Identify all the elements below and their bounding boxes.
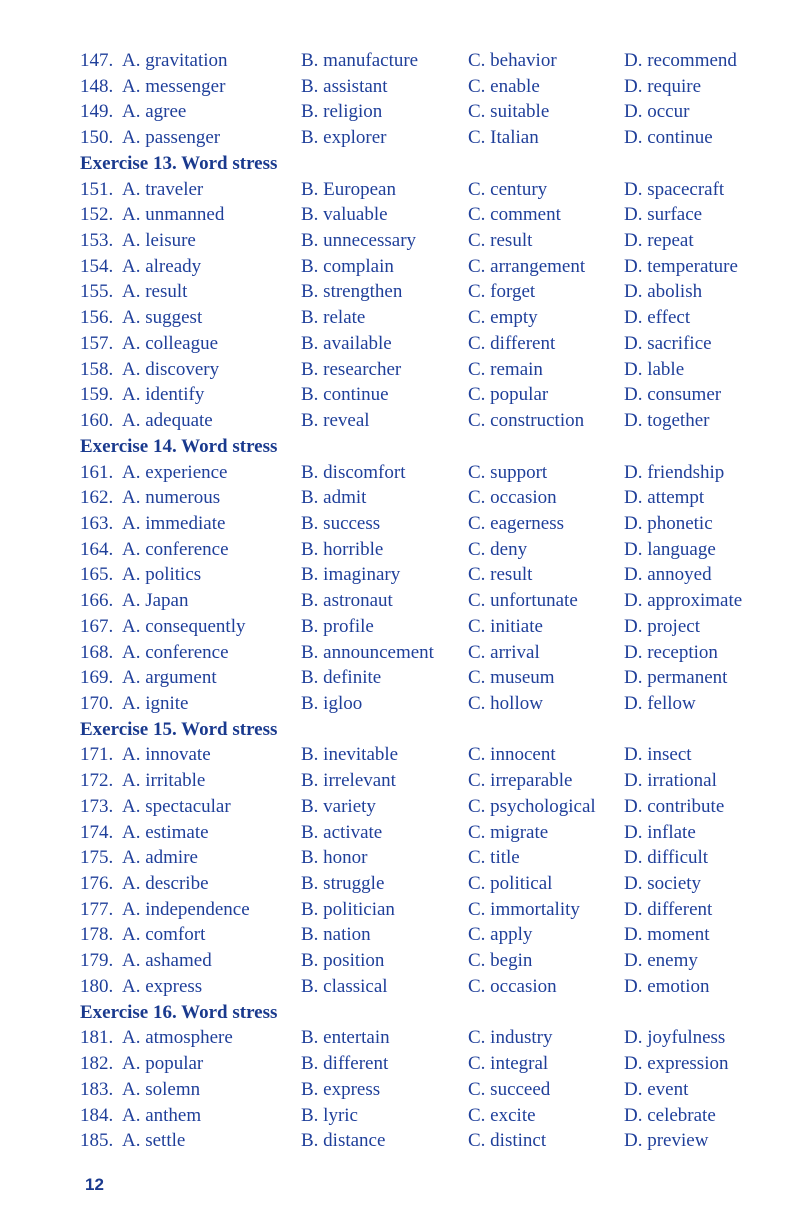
question-row bbox=[0, 357, 800, 383]
option-d: D. surface bbox=[624, 204, 703, 226]
question-number: 166. bbox=[80, 590, 114, 612]
question-row bbox=[0, 1025, 800, 1051]
option-d: D. project bbox=[624, 615, 700, 637]
option-c: C. hollow bbox=[468, 693, 543, 714]
question-number: 173. bbox=[80, 795, 114, 817]
question-number: 167. bbox=[80, 615, 114, 637]
option-d: D. fellow bbox=[624, 693, 696, 714]
option-a: A. discovery bbox=[122, 358, 220, 380]
option-a: A. leisure bbox=[122, 230, 196, 252]
option-a: A. atmosphere bbox=[122, 1027, 233, 1049]
option-c: C. excite bbox=[468, 1104, 536, 1126]
option-b: B. relate bbox=[301, 307, 366, 329]
option-b: B. reveal bbox=[301, 410, 370, 432]
option-b: B. manufacture bbox=[301, 50, 419, 71]
option-c: C. occasion bbox=[468, 487, 557, 509]
question-row bbox=[0, 1077, 800, 1103]
option-a: A. estimate bbox=[122, 821, 209, 843]
option-b: B. variety bbox=[301, 795, 376, 817]
question-row bbox=[0, 331, 800, 357]
option-d: D. preview bbox=[624, 1130, 709, 1152]
question-row bbox=[0, 1128, 800, 1154]
option-d: D. language bbox=[624, 538, 716, 560]
option-b: B. continue bbox=[301, 384, 389, 406]
option-b: B. position bbox=[301, 950, 385, 972]
question-row bbox=[0, 1103, 800, 1129]
option-d: D. different bbox=[624, 898, 713, 920]
option-d: D. celebrate bbox=[624, 1104, 716, 1126]
option-c: C. initiate bbox=[468, 615, 543, 637]
question-row bbox=[0, 562, 800, 588]
question-number: 178. bbox=[80, 924, 114, 946]
option-c: C. apply bbox=[468, 924, 533, 946]
question-number: 154. bbox=[80, 255, 114, 277]
option-a: A. identify bbox=[122, 384, 205, 406]
page-number: 12 bbox=[85, 1175, 104, 1194]
option-b: B. researcher bbox=[301, 358, 402, 380]
option-b: B. horrible bbox=[301, 538, 384, 560]
option-c: C. result bbox=[468, 230, 533, 252]
option-b: B. struggle bbox=[301, 873, 385, 895]
question-number: 148. bbox=[80, 75, 114, 97]
option-d: D. event bbox=[624, 1078, 689, 1100]
question-number: 184. bbox=[80, 1104, 114, 1126]
option-b: B. express bbox=[301, 1078, 381, 1100]
option-b: B. assistant bbox=[301, 75, 388, 97]
option-a: A. popular bbox=[122, 1053, 204, 1075]
option-d: D. attempt bbox=[624, 487, 705, 509]
question-row bbox=[0, 305, 800, 331]
option-a: A. consequently bbox=[122, 615, 246, 637]
option-d: D. phonetic bbox=[624, 512, 713, 534]
option-c: C. unfortunate bbox=[468, 590, 578, 612]
option-b: B. honor bbox=[301, 847, 368, 869]
option-a: A. unmanned bbox=[122, 204, 225, 226]
option-c: C. comment bbox=[468, 204, 561, 226]
option-c: C. result bbox=[468, 564, 533, 586]
question-row bbox=[0, 408, 800, 434]
question-row bbox=[0, 485, 800, 511]
question-number: 162. bbox=[80, 487, 114, 509]
question-row bbox=[0, 48, 800, 74]
option-c: C. different bbox=[468, 332, 556, 354]
option-a: A. Japan bbox=[122, 590, 189, 612]
question-row bbox=[0, 588, 800, 614]
question-row bbox=[0, 1051, 800, 1077]
question-row bbox=[0, 742, 800, 768]
question-number: 158. bbox=[80, 358, 114, 380]
option-d: D. temperature bbox=[624, 255, 738, 277]
option-a: A. conference bbox=[122, 641, 229, 663]
question-number: 151. bbox=[80, 178, 114, 200]
option-a: A. admire bbox=[122, 847, 198, 869]
question-row bbox=[0, 511, 800, 537]
option-b: B. religion bbox=[301, 101, 383, 123]
option-b: B. definite bbox=[301, 667, 382, 689]
question-row bbox=[0, 177, 800, 203]
question-number: 177. bbox=[80, 898, 114, 920]
question-row bbox=[0, 382, 800, 408]
question-number: 170. bbox=[80, 693, 114, 714]
option-b: B. admit bbox=[301, 487, 367, 509]
question-row bbox=[0, 768, 800, 794]
option-c: C. behavior bbox=[468, 50, 557, 71]
option-c: C. industry bbox=[468, 1027, 553, 1049]
option-c: C. integral bbox=[468, 1053, 549, 1075]
question-number: 164. bbox=[80, 538, 114, 560]
option-d: D. moment bbox=[624, 924, 710, 946]
option-b: B. politician bbox=[301, 898, 395, 920]
option-b: B. valuable bbox=[301, 204, 388, 226]
option-d: D. abolish bbox=[624, 281, 703, 303]
question-number: 182. bbox=[80, 1053, 114, 1075]
option-b: B. discomfort bbox=[301, 461, 406, 483]
option-d: D. emotion bbox=[624, 975, 710, 997]
question-row bbox=[0, 279, 800, 305]
option-a: A. adequate bbox=[122, 410, 213, 432]
option-d: D. consumer bbox=[624, 384, 722, 406]
question-row bbox=[0, 691, 800, 717]
option-a: A. colleague bbox=[122, 332, 219, 354]
option-c: C. Italian bbox=[468, 127, 539, 149]
question-row bbox=[0, 254, 800, 280]
option-c: C. political bbox=[468, 873, 553, 895]
option-c: C. occasion bbox=[468, 975, 557, 997]
option-c: C. begin bbox=[468, 950, 533, 972]
option-d: D. sacrifice bbox=[624, 332, 712, 354]
option-a: A. express bbox=[122, 975, 203, 997]
option-a: A. already bbox=[122, 255, 202, 277]
option-d: D. inflate bbox=[624, 821, 696, 843]
question-row bbox=[0, 845, 800, 871]
option-c: C. empty bbox=[468, 307, 538, 329]
option-d: D. repeat bbox=[624, 230, 694, 252]
option-b: B. explorer bbox=[301, 127, 387, 149]
option-c: C. distinct bbox=[468, 1130, 547, 1152]
option-a: A. argument bbox=[122, 667, 217, 689]
question-row bbox=[0, 228, 800, 254]
option-d: D. continue bbox=[624, 127, 713, 149]
option-a: A. result bbox=[122, 281, 188, 303]
question-number: 185. bbox=[80, 1130, 114, 1152]
option-a: A. solemn bbox=[122, 1078, 201, 1100]
question-row bbox=[0, 820, 800, 846]
question-number: 165. bbox=[80, 564, 114, 586]
option-c: C. century bbox=[468, 178, 548, 200]
option-d: D. difficult bbox=[624, 847, 709, 869]
option-b: B. available bbox=[301, 332, 392, 354]
option-c: C. suitable bbox=[468, 101, 550, 123]
option-a: A. traveler bbox=[122, 178, 204, 200]
question-number: 168. bbox=[80, 641, 114, 663]
question-row bbox=[0, 871, 800, 897]
option-d: D. enemy bbox=[624, 950, 698, 972]
question-number: 181. bbox=[80, 1027, 114, 1049]
option-a: A. irritable bbox=[122, 770, 206, 792]
option-d: D. together bbox=[624, 410, 710, 432]
option-a: A. passenger bbox=[122, 127, 221, 149]
question-row bbox=[0, 640, 800, 666]
option-d: D. require bbox=[624, 75, 702, 97]
exercise-heading: Exercise 13. Word stress bbox=[80, 152, 278, 174]
option-a: A. conference bbox=[122, 538, 229, 560]
option-c: C. eagerness bbox=[468, 512, 565, 534]
question-number: 163. bbox=[80, 512, 114, 534]
option-d: D. contribute bbox=[624, 795, 725, 817]
option-a: A. experience bbox=[122, 461, 228, 483]
option-d: D. friendship bbox=[624, 461, 725, 483]
option-a: A. gravitation bbox=[122, 50, 228, 71]
question-number: 150. bbox=[80, 127, 114, 149]
option-a: A. politics bbox=[122, 564, 202, 586]
option-b: B. imaginary bbox=[301, 564, 401, 586]
option-d: D. insect bbox=[624, 744, 692, 766]
option-c: C. psychological bbox=[468, 795, 596, 817]
option-c: C. construction bbox=[468, 410, 585, 432]
question-number: 155. bbox=[80, 281, 114, 303]
option-d: D. spacecraft bbox=[624, 178, 725, 200]
option-a: A. suggest bbox=[122, 307, 203, 329]
question-row bbox=[0, 922, 800, 948]
option-d: D. recommend bbox=[624, 50, 737, 71]
question-number: 172. bbox=[80, 770, 114, 792]
question-number: 176. bbox=[80, 873, 114, 895]
option-b: B. distance bbox=[301, 1130, 386, 1152]
option-a: A. ignite bbox=[122, 693, 189, 714]
option-b: B. classical bbox=[301, 975, 388, 997]
option-c: C. irreparable bbox=[468, 770, 573, 792]
option-d: D. irrational bbox=[624, 770, 717, 792]
option-b: B. lyric bbox=[301, 1104, 358, 1126]
option-a: A. messenger bbox=[122, 75, 226, 97]
question-row bbox=[0, 460, 800, 486]
question-number: 183. bbox=[80, 1078, 114, 1100]
question-row bbox=[0, 794, 800, 820]
option-c: C. innocent bbox=[468, 744, 556, 766]
option-c: C. deny bbox=[468, 538, 528, 560]
option-d: D. approximate bbox=[624, 590, 743, 612]
exercise-heading: Exercise 14. Word stress bbox=[80, 435, 278, 457]
option-a: A. settle bbox=[122, 1130, 186, 1152]
option-a: A. spectacular bbox=[122, 795, 231, 817]
question-number: 149. bbox=[80, 101, 114, 123]
option-a: A. anthem bbox=[122, 1104, 202, 1126]
question-number: 153. bbox=[80, 230, 114, 252]
option-c: C. popular bbox=[468, 384, 549, 406]
option-b: B. strengthen bbox=[301, 281, 403, 303]
exercise-heading: Exercise 16. Word stress bbox=[80, 1001, 278, 1023]
question-number: 180. bbox=[80, 975, 114, 997]
option-b: B. igloo bbox=[301, 693, 363, 714]
question-number: 160. bbox=[80, 410, 114, 432]
option-d: D. annoyed bbox=[624, 564, 712, 586]
option-b: B. complain bbox=[301, 255, 394, 277]
question-row bbox=[0, 948, 800, 974]
question-row bbox=[0, 74, 800, 100]
question-number: 175. bbox=[80, 847, 114, 869]
option-d: D. joyfulness bbox=[624, 1027, 726, 1049]
option-c: C. migrate bbox=[468, 821, 549, 843]
question-row bbox=[0, 974, 800, 1000]
option-c: C. support bbox=[468, 461, 548, 483]
option-b: B. success bbox=[301, 512, 381, 534]
option-c: C. immortality bbox=[468, 898, 580, 920]
option-a: A. immediate bbox=[122, 512, 226, 534]
option-d: D. occur bbox=[624, 101, 690, 123]
option-a: A. agree bbox=[122, 101, 187, 123]
option-c: C. title bbox=[468, 847, 520, 869]
option-d: D. permanent bbox=[624, 667, 728, 689]
option-b: B. irrelevant bbox=[301, 770, 396, 792]
question-number: 179. bbox=[80, 950, 114, 972]
option-d: D. effect bbox=[624, 307, 691, 329]
question-row bbox=[0, 125, 800, 151]
option-c: C. arrival bbox=[468, 641, 540, 663]
exercise-heading: Exercise 15. Word stress bbox=[80, 718, 278, 740]
question-number: 147. bbox=[80, 50, 114, 71]
question-number: 152. bbox=[80, 204, 114, 226]
question-number: 157. bbox=[80, 332, 114, 354]
option-d: D. lable bbox=[624, 358, 685, 380]
option-c: C. enable bbox=[468, 75, 540, 97]
option-a: A. describe bbox=[122, 873, 209, 895]
option-d: D. society bbox=[624, 873, 702, 895]
question-number: 161. bbox=[80, 461, 114, 483]
option-a: A. comfort bbox=[122, 924, 206, 946]
question-number: 171. bbox=[80, 744, 114, 766]
option-b: B. entertain bbox=[301, 1027, 390, 1049]
option-a: A. innovate bbox=[122, 744, 211, 766]
option-d: D. expression bbox=[624, 1053, 729, 1075]
option-a: A. numerous bbox=[122, 487, 221, 509]
question-row bbox=[0, 537, 800, 563]
question-row bbox=[0, 897, 800, 923]
question-row bbox=[0, 202, 800, 228]
option-b: B. announcement bbox=[301, 641, 434, 663]
question-row bbox=[0, 614, 800, 640]
option-b: B. inevitable bbox=[301, 744, 399, 766]
question-number: 159. bbox=[80, 384, 114, 406]
question-number: 156. bbox=[80, 307, 114, 329]
question-number: 169. bbox=[80, 667, 114, 689]
option-d: D. reception bbox=[624, 641, 718, 663]
option-c: C. succeed bbox=[468, 1078, 551, 1100]
option-c: C. arrangement bbox=[468, 255, 586, 277]
option-b: B. nation bbox=[301, 924, 371, 946]
option-b: B. unnecessary bbox=[301, 230, 417, 252]
option-a: A. independence bbox=[122, 898, 250, 920]
option-b: B. different bbox=[301, 1053, 389, 1075]
option-b: B. European bbox=[301, 178, 396, 200]
option-a: A. ashamed bbox=[122, 950, 212, 972]
option-b: B. profile bbox=[301, 615, 374, 637]
option-c: C. museum bbox=[468, 667, 555, 689]
option-b: B. activate bbox=[301, 821, 383, 843]
option-c: C. remain bbox=[468, 358, 543, 380]
option-c: C. forget bbox=[468, 281, 536, 303]
question-row bbox=[0, 99, 800, 125]
question-number: 174. bbox=[80, 821, 114, 843]
question-row bbox=[0, 665, 800, 691]
option-b: B. astronaut bbox=[301, 590, 393, 612]
